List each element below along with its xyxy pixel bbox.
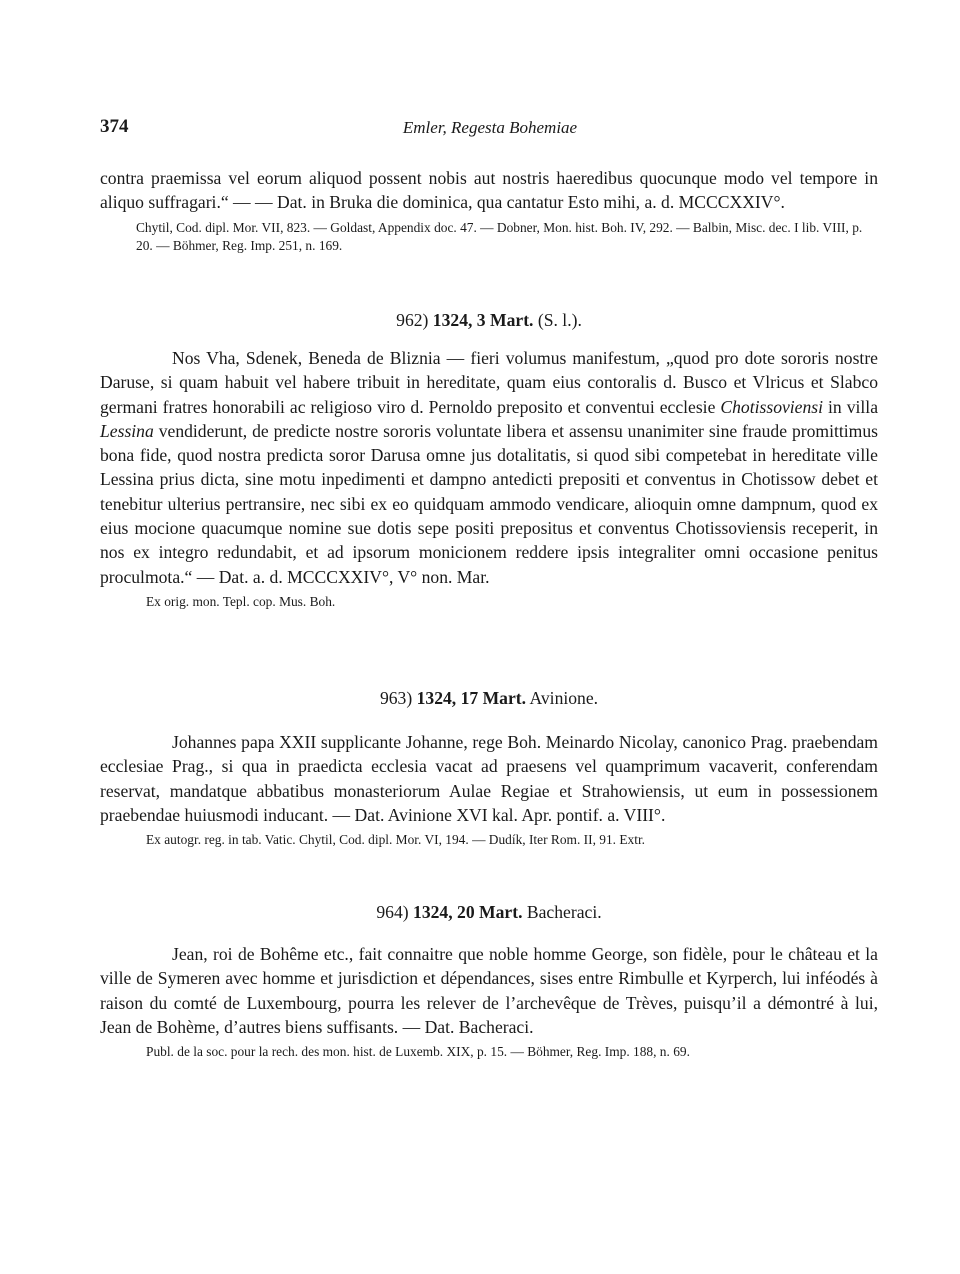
entry-body-962 xyxy=(100,346,878,611)
entry-number: 962) xyxy=(396,310,429,330)
continuation-citation: Chytil, Cod. dipl. Mor. VII, 823. — Goldast, Appendix doc. 47. — Dobner, Mon. hist. Boh. IV, 292. — Balbin, Misc. dec. I lib. VIII, p. 20. — Böhmer, Reg. Imp. 251, n. 169. xyxy=(136,219,863,253)
running-title: Emler, Regesta Bohemiae xyxy=(402,118,578,137)
entry-date: 1324, 3 Mart. xyxy=(432,310,534,330)
entry-body-964 xyxy=(100,942,878,1061)
entry-heading-962 xyxy=(100,310,878,331)
entry-heading-963 xyxy=(100,688,878,709)
entry-number: 963) xyxy=(379,688,413,708)
entry-citation: Ex orig. mon. Tepl. cop. Mus. Boh. xyxy=(146,593,336,609)
entry-date: 1324, 17 Mart. xyxy=(416,688,527,708)
entry-citation: Publ. de la soc. pour la rech. des mon. hist. de Luxemb. XIX, p. 15. — Böhmer, Reg. Imp. 188, n. 69. xyxy=(146,1044,690,1060)
entry-heading-964 xyxy=(100,902,878,923)
entry-text: Jean, roi de Bohême etc., fait connaitre que noble homme George, son fidèle, pour le château et la ville de Symeren avec homme et jurisdiction et dépendances, sises entre Rimbulle et Kyrperch, lui inféodés à raison du comté de Luxembourg, pourra les relever de l’archevêque de Trèves, puisqu’il a démontré à lui, Jean de Bohème, d’autres biens suffisants. — Dat. Bacheraci. xyxy=(100,944,878,1037)
entry-text-part: Nos Vha, Sdenek, Beneda de Bliznia — fieri volumus manifestum, „quod pro dote sororis nostre Daruse, si quam habuit vel habere tribuit in hereditate, quam eius contoralis d. Busco et Vlricus et Slabco germani fratres honorabili ac religioso viro d. Pernoldo preposito et conventui ecclesie xyxy=(100,348,878,417)
page-number: 374 xyxy=(100,116,129,137)
entry-text-part: vendiderunt, de predicte nostre sororis voluntate libera et assensu unanimiter sine fraude promittimus bona fide, quod nostra predicta soror Darusa omne jus dotalitatis, si quod sibi competebat in hereditate ville Lessina prius dicta, sine motu inpedimenti et dampno antedicti prepositi et conventus in Chotissow debet et tenebitur ulterius pertransire, nec sibi ex eo quidquam ammodo vendicare, alioquin omne dampnum, quod ex eius mocione quacumque nomine sue dotis sepe positi prepositus et conventus Chotissoviensis receperit, in nos ex integro redundabit, et ad ipsorum monicionem reddere ipsis integraliter omni occasione penitus proculmota.“ — Dat. a. d. MCCCXXIV°, V° non. Mar. xyxy=(100,420,878,587)
entry-text-italic: Chotissoviensi xyxy=(720,396,824,417)
entry-place: (S. l.). xyxy=(537,310,582,330)
page-header xyxy=(100,116,880,140)
entry-place: Bacheraci. xyxy=(526,902,602,922)
entry-date: 1324, 20 Mart. xyxy=(413,902,523,922)
entry-text-italic: Lessina xyxy=(100,420,154,441)
entry-number: 964) xyxy=(376,902,409,922)
entry-citation: Ex autogr. reg. in tab. Vatic. Chytil, Cod. dipl. Mor. VI, 194. — Dudík, Iter Rom. II, 91. Extr. xyxy=(146,832,646,848)
entry-text-part: in villa xyxy=(828,396,879,417)
continuation-block xyxy=(100,166,878,255)
entry-place: Avinione. xyxy=(529,688,599,708)
continuation-text: contra praemissa vel eorum aliquod possent nobis aut nostris haeredibus quocunque modo vel tempore in aliquo suffragari.“ — — Dat. in Bruka die dominica, qua cantatur Esto mihi, a. d. MCCCXXIV°. xyxy=(100,168,878,213)
entry-text: Johannes papa XXII supplicante Johanne, rege Boh. Meinardo Nicolay, canonico Prag. praebendam ecclesiae Prag., si qua in praedicta ecclesia vacat ad praesens vel quamprimum vacaverit, conferendam reservat, mandatque abbatibus monasteriorum Aulae Regiae et Strahowiensis, ut eum in possessionem praebendae huiusmodi inducant. — Dat. Avinione XVI kal. Apr. pontif. a. VIII°. xyxy=(100,732,878,825)
entry-body-963 xyxy=(100,730,878,849)
entry-text xyxy=(100,346,878,589)
